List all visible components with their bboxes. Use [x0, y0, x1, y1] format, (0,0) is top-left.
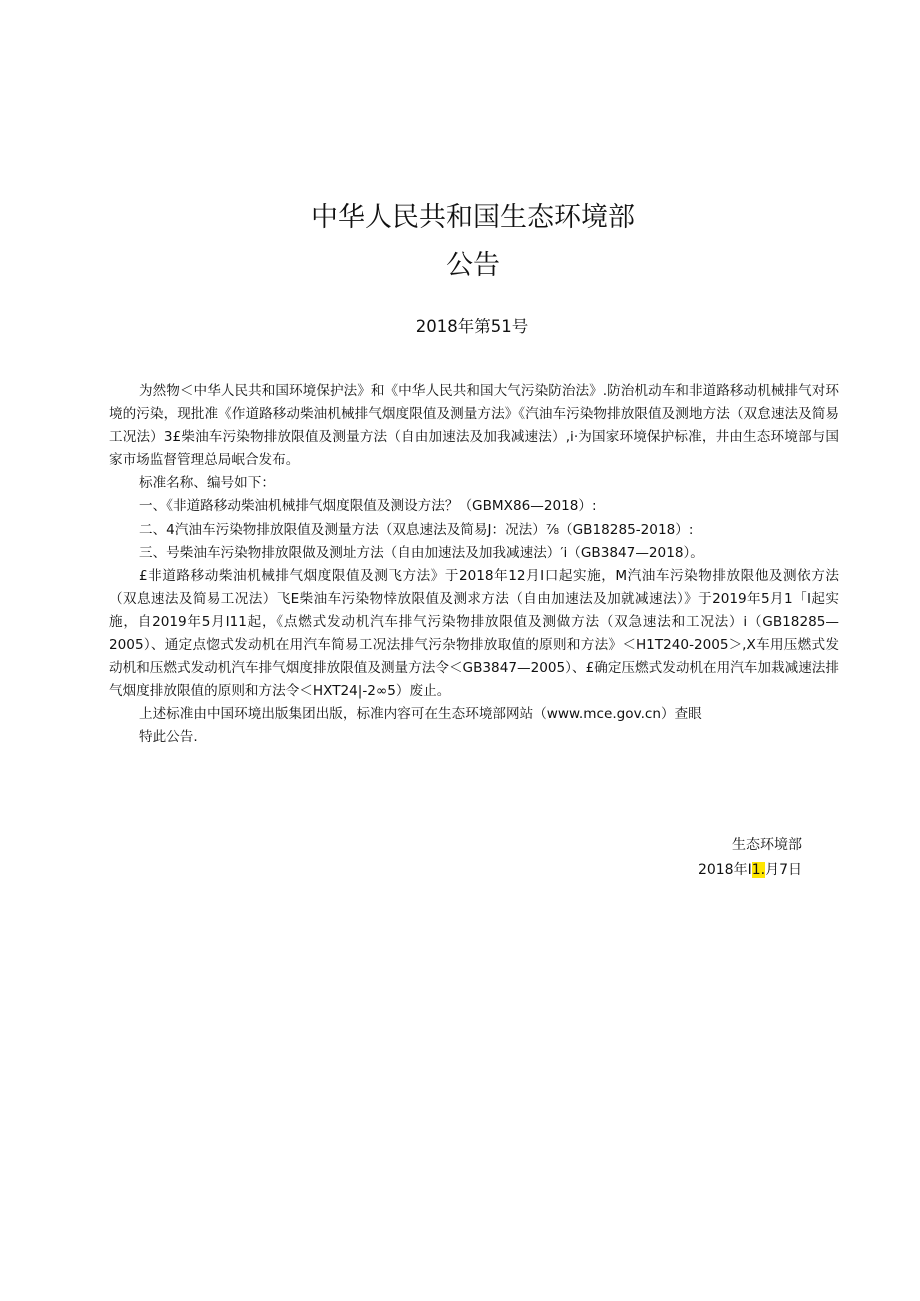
closing-line: 特此公告. [139, 729, 198, 746]
signing-date-part-1: 2018年I [697, 862, 752, 878]
signature-block [698, 833, 802, 883]
announcement-body [109, 380, 839, 750]
effective-date-paragraph: £非道路移动柴油机械排气烟度限值及测飞方法》于2018年12月I口起实施，M汽油车污染物排放限他及测依方法（双息速法及简易工况法）飞E柴油车污染物悻放限值及测求方法（自由加速法及加就减速法）》于2019年5月1「I起实施，自2019年5月I11起，《点燃式发动机汽车排气污染物排放限值及测做方法（双急速法和工况法）i（GB18285—2005）、通定点惚式发动机在用汽车简易工况法排气污杂物排放取值的原则和方法》＜H1T240-2005＞,X车用压燃式发动机和压燃式发动机汽车排气烟度排放限值及测量方法令＜GB3847—2005）、£确定压燃式发动机在用汽车加栽减速法排气烟度排放限值的原则和方法令＜HXT24|-2∞5）废止。 [109, 567, 839, 700]
issuer-title: 中华人民共和国生态环境部 [311, 202, 635, 233]
document-type-title: 公告 [446, 250, 500, 281]
signing-date-part-2: 月7日 [765, 862, 802, 878]
intro-paragraph: 为然物＜中华人民共和国环境保护法》和《中华人民共和国大气污染防治法》.防治机动车和非道路移动机械排气对环境的污染，现批准《作道路移动柴油机械排气烟度限值及测量方法》《汽油车污染物排放限值及测地方法（双怠速法及简易工况法）3£柴油车污染物排放限值及测量方法（自由加速法及加我减速法）,i·为国家环境保护标准，井由生态环境部与国家市场监督管理总局岷合发布。 [109, 383, 839, 469]
publication-paragraph: 上述标准由中国环境出版集团出版，标准内容可在生态环境部网站（www.mce.gov.cn）查眼 [139, 706, 702, 723]
standard-item-2: 二、4汽油车污染物排放限值及测量方法（双息速法及简易J：况法）⅞（GB18285-2018）: [139, 521, 694, 538]
standard-item-1: 一、《非道路移动柴油机械排气烟度限值及测设方法？（GBMX86—2018）: [139, 498, 597, 515]
highlighted-date-digit: 1. [751, 862, 766, 878]
standards-list-intro: 标准名称、编号如下： [139, 475, 275, 492]
standard-item-3: 三、号柴油车污染物排放限做及测址方法（自由加速法及加我减速法）′i（GB3847—2018）。 [139, 544, 704, 561]
document-number: 2018年第51号 [415, 317, 529, 336]
signing-date [698, 858, 802, 883]
signing-authority: 生态环境部 [732, 837, 802, 853]
